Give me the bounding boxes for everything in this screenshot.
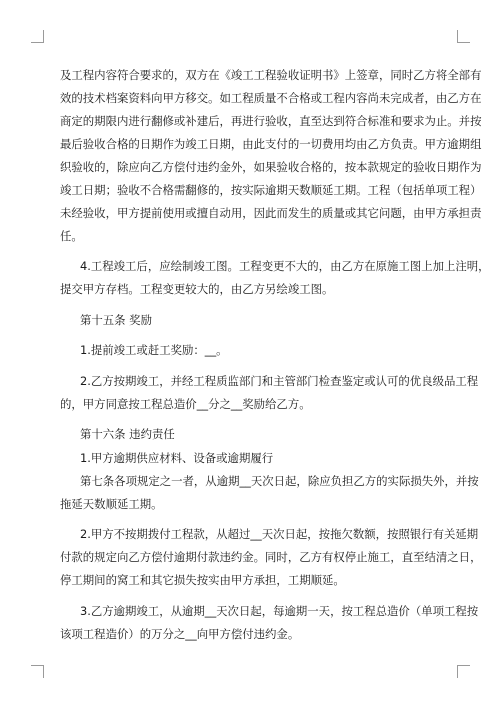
text-line: 效的技术档案资料向甲方移交。如工程质量不合格或工程内容尚未完成者，由乙方在 [60,91,482,105]
text-line: 的，甲方同意按工程总造价__分之__奖励给乙方。 [60,397,311,411]
text-line: 商定的期限内进行翻修或补建后，再进行验收，直至达到符合标准和要求为止。并按 [60,114,482,128]
text-line: 停工期间的窝工和其它损失按实由甲方承担，工期顺延。 [60,573,345,587]
text-line: 付款的规定向乙方偿付逾期付款违约金。同时，乙方有权停止施工，直至结清之日， [60,550,482,564]
text-line: 竣工日期；验收不合格需翻修的，按实际逾期天数顺延工期。工程（包括单项工程） [60,183,482,197]
text-line: 2.甲方不按期拨付工程款，从超过__天次日起，按拖欠数额，按照银行有关延期 [80,527,479,541]
text-line: 4.工程竣工后，应绘制竣工图。工程变更不大的，由乙方在原施工图上加上注明， [80,259,490,273]
section-heading: 第十六条 违约责任 [80,427,175,441]
text-line: 提交甲方存档。工程变更较大的，由乙方另绘竣工图。 [60,282,334,296]
text-line: 拖延天数顺延工期。 [60,497,163,511]
text-line: 该项工程造价）的万分之__向甲方偿付违约金。 [60,627,300,641]
text-line: 及工程内容符合要求的，双方在《竣工工程验收证明书》上签章，同时乙方将全部有 [60,68,482,82]
text-line: 第七条各项规定之一者，从逾期__天次日起，除应负担乙方的实际损失外，并按 [80,474,479,488]
section-heading: 第十五条 奖励 [80,313,152,327]
text-line: 1.甲方逾期供应材料、设备或逾期履行 [80,451,274,465]
crop-mark-bottom-left [31,665,44,678]
text-line: 2.乙方按期竣工，并经工程质监部门和主管部门检查鉴定或认可的优良级品工程 [80,374,479,388]
text-line: 未经验收，甲方提前使用或擅自动用，因此而发生的质量或其它问题，由甲方承担责 [60,206,482,220]
text-line: 任。 [60,229,83,243]
text-line: 1.提前竣工或赶工奖励：__。 [80,343,228,357]
text-line: 织验收的，除应向乙方偿付违约金外，如果验收合格的，按本款规定的验收日期作为 [60,160,482,174]
text-line: 3.乙方逾期竣工，从逾期__天次日起，每逾期一天，按工程总造价（单项工程按 [80,604,479,618]
crop-mark-top-right [457,30,470,43]
crop-mark-bottom-right [457,665,470,678]
text-line: 最后验收合格的日期作为竣工日期，由此支付的一切费用均由乙方负责。甲方逾期组 [60,137,482,151]
crop-mark-top-left [31,30,44,43]
